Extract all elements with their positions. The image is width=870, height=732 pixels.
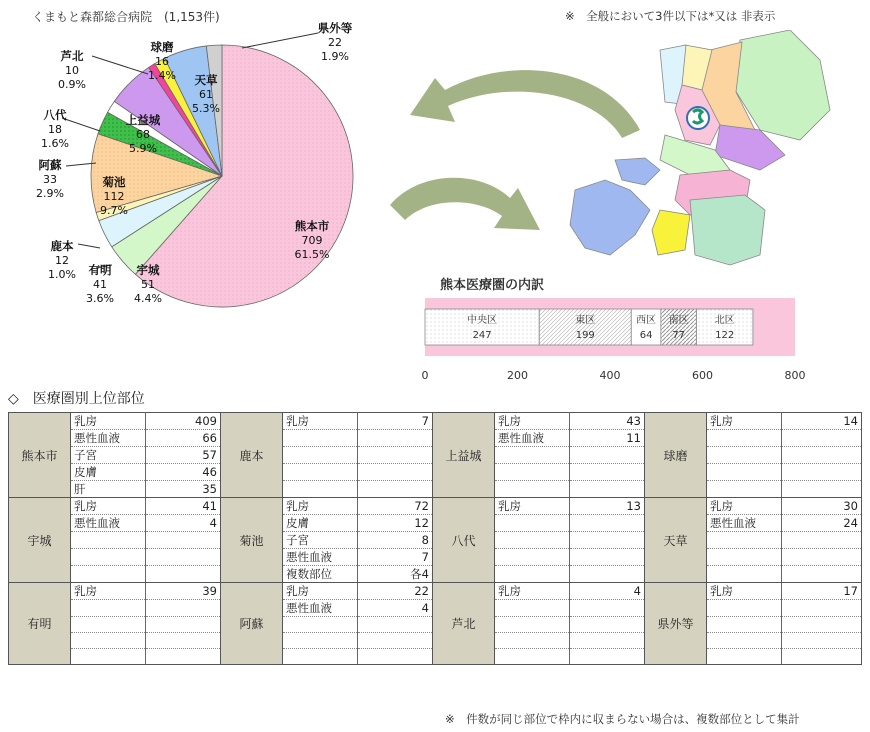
part-cell — [71, 566, 146, 583]
count-cell — [570, 600, 645, 617]
pie-label-value: 51 — [141, 278, 155, 291]
part-cell — [495, 600, 570, 617]
part-cell — [283, 481, 358, 498]
pie-leader-line — [62, 118, 100, 131]
part-cell: 悪性血液 — [283, 600, 358, 617]
pie-label-name: 八代 — [43, 108, 67, 122]
count-cell: 14 — [782, 413, 862, 430]
bar-segment-name: 中央区 — [467, 315, 498, 326]
count-cell — [570, 481, 645, 498]
count-cell — [570, 649, 645, 665]
count-cell: 7 — [358, 413, 433, 430]
region-name-cell: 宇城 — [9, 498, 71, 583]
part-cell — [707, 617, 782, 633]
part-cell — [283, 633, 358, 649]
count-cell: 12 — [358, 515, 433, 532]
pie-label-value: 33 — [43, 173, 57, 186]
part-cell — [283, 617, 358, 633]
count-cell: 各4 — [358, 566, 433, 583]
count-cell — [782, 447, 862, 464]
part-cell — [71, 549, 146, 566]
part-cell: 皮膚 — [283, 515, 358, 532]
bar-segment-value: 64 — [639, 330, 653, 341]
count-cell: 39 — [146, 583, 221, 600]
region-parts-table — [8, 412, 862, 665]
part-cell — [707, 464, 782, 481]
pie-chart-title: くまもと森都総合病院 (1,153件) — [32, 10, 220, 24]
pie-label-name: 菊池 — [102, 175, 126, 189]
pie-label-value: 41 — [93, 278, 107, 291]
bar-segment-name: 東区 — [575, 315, 596, 326]
pie-label-name: 上益城 — [125, 113, 161, 127]
count-cell: 24 — [782, 515, 862, 532]
part-cell — [283, 649, 358, 665]
count-cell: 30 — [782, 498, 862, 515]
count-cell — [782, 600, 862, 617]
part-cell: 乳房 — [283, 413, 358, 430]
count-cell — [146, 566, 221, 583]
part-cell — [283, 430, 358, 447]
curved-arrow-icon-2 — [390, 178, 540, 230]
part-cell: 乳房 — [707, 413, 782, 430]
count-cell: 4 — [570, 583, 645, 600]
count-cell — [570, 633, 645, 649]
pie-label-pct: 1.4% — [148, 69, 176, 82]
region-name-cell: 熊本市 — [9, 413, 71, 498]
count-cell — [146, 549, 221, 566]
part-cell: 乳房 — [495, 583, 570, 600]
part-cell: 乳房 — [707, 498, 782, 515]
count-cell — [358, 447, 433, 464]
bar-segment-value: 77 — [672, 330, 686, 341]
count-cell — [782, 549, 862, 566]
count-cell: 8 — [358, 532, 433, 549]
bar-segment-name: 北区 — [714, 315, 735, 326]
count-cell — [358, 617, 433, 633]
pie-label-value: 10 — [65, 64, 79, 77]
bar-x-tick: 800 — [784, 369, 806, 382]
count-cell: 72 — [358, 498, 433, 515]
count-cell — [146, 617, 221, 633]
bar-segment-value: 247 — [472, 330, 492, 341]
part-cell: 乳房 — [495, 413, 570, 430]
bar-x-tick: 400 — [599, 369, 621, 382]
part-cell — [495, 464, 570, 481]
part-cell — [495, 481, 570, 498]
part-cell: 悪性血液 — [707, 515, 782, 532]
part-cell — [707, 566, 782, 583]
count-cell — [570, 447, 645, 464]
pie-label-pct: 3.6% — [86, 292, 114, 305]
map-region-amakusa-north — [615, 158, 660, 185]
map-region-amakusa — [570, 180, 650, 255]
part-cell: 子宮 — [283, 532, 358, 549]
count-cell — [782, 464, 862, 481]
note-top: ※ 全般において3件以下は*又は 非表示 — [565, 9, 776, 23]
pie-label-value: 18 — [48, 123, 62, 136]
pie-label-value: 61 — [199, 88, 213, 101]
count-cell — [358, 649, 433, 665]
part-cell: 乳房 — [71, 413, 146, 430]
pie-label-value: 22 — [328, 36, 342, 49]
count-cell — [782, 633, 862, 649]
pie-label-pct: 9.7% — [100, 204, 128, 217]
part-cell — [707, 649, 782, 665]
pie-label-pct: 1.9% — [321, 50, 349, 63]
pie-label-value: 16 — [155, 55, 169, 68]
pie-label-value: 112 — [103, 190, 125, 203]
count-cell — [570, 532, 645, 549]
bar-x-tick: 0 — [421, 369, 429, 382]
bar-segment-value: 122 — [715, 330, 735, 341]
part-cell: 乳房 — [283, 583, 358, 600]
count-cell: 35 — [146, 481, 221, 498]
part-cell: 悪性血液 — [283, 549, 358, 566]
pie-label-pct: 1.6% — [41, 137, 69, 150]
pie-label-name: 阿蘇 — [38, 158, 62, 172]
part-cell: 乳房 — [283, 498, 358, 515]
count-cell: 11 — [570, 430, 645, 447]
part-cell — [707, 532, 782, 549]
part-cell — [495, 566, 570, 583]
region-name-cell: 県外等 — [645, 583, 707, 665]
map-region-ashikita — [652, 210, 690, 255]
part-cell — [283, 464, 358, 481]
count-cell: 66 — [146, 430, 221, 447]
part-cell — [495, 515, 570, 532]
pie-label-name: 天草 — [194, 73, 218, 87]
pie-label-pct: 1.0% — [48, 268, 76, 281]
note-bottom: ※ 件数が同じ部位で枠内に収まらない場合は、複数部位として集計 — [445, 712, 800, 726]
count-cell — [570, 617, 645, 633]
part-cell — [71, 617, 146, 633]
part-cell — [495, 633, 570, 649]
count-cell — [570, 464, 645, 481]
count-cell — [782, 649, 862, 665]
pie-label-pct: 61.5% — [294, 248, 330, 261]
bar-x-tick: 600 — [692, 369, 713, 382]
part-cell — [707, 549, 782, 566]
region-name-cell: 天草 — [645, 498, 707, 583]
count-cell — [146, 633, 221, 649]
bar-chart — [410, 293, 830, 383]
part-cell — [707, 633, 782, 649]
part-cell — [71, 600, 146, 617]
part-cell — [283, 447, 358, 464]
pie-label-name: 宇城 — [136, 263, 160, 277]
part-cell — [71, 649, 146, 665]
pie-label-pct: 5.3% — [192, 102, 220, 115]
region-name-cell: 芦北 — [433, 583, 495, 665]
count-cell — [782, 617, 862, 633]
pie-label-name: 有明 — [88, 263, 112, 277]
part-cell: 悪性血液 — [71, 515, 146, 532]
part-cell: 乳房 — [495, 498, 570, 515]
count-cell: 4 — [146, 515, 221, 532]
pie-leader-line — [242, 33, 318, 48]
count-cell — [358, 430, 433, 447]
count-cell — [570, 549, 645, 566]
part-cell: 肝 — [71, 481, 146, 498]
region-name-cell: 有明 — [9, 583, 71, 665]
pie-chart — [0, 18, 390, 368]
region-name-cell: 阿蘇 — [221, 583, 283, 665]
pie-label-name: 熊本市 — [294, 219, 330, 233]
part-cell: 乳房 — [71, 498, 146, 515]
pie-label-value: 68 — [136, 128, 150, 141]
count-cell — [570, 566, 645, 583]
count-cell — [782, 566, 862, 583]
pie-label-name: 鹿本 — [50, 239, 74, 253]
count-cell — [782, 481, 862, 498]
count-cell — [146, 600, 221, 617]
pie-leader-line — [92, 56, 148, 74]
region-name-cell: 八代 — [433, 498, 495, 583]
count-cell — [358, 481, 433, 498]
count-cell: 4 — [358, 600, 433, 617]
part-cell: 複数部位 — [283, 566, 358, 583]
region-name-cell: 菊池 — [221, 498, 283, 583]
count-cell: 7 — [358, 549, 433, 566]
part-cell — [71, 532, 146, 549]
pie-label-name: 県外等 — [317, 21, 353, 35]
table-row — [9, 583, 862, 600]
count-cell — [570, 515, 645, 532]
pie-label-pct: 0.9% — [58, 78, 86, 91]
count-cell: 17 — [782, 583, 862, 600]
part-cell — [495, 649, 570, 665]
part-cell: 皮膚 — [71, 464, 146, 481]
part-cell — [495, 549, 570, 566]
part-cell — [707, 447, 782, 464]
table-row — [9, 413, 862, 430]
region-name-cell: 球磨 — [645, 413, 707, 498]
part-cell — [495, 447, 570, 464]
bar-chart-title: 熊本医療圏の内訳 — [440, 278, 545, 293]
bar-segment-name: 西区 — [636, 315, 657, 326]
part-cell: 乳房 — [71, 583, 146, 600]
count-cell — [782, 532, 862, 549]
pie-leader-line — [78, 244, 100, 248]
kumamoto-map — [390, 30, 860, 275]
part-cell — [495, 617, 570, 633]
bar-segment-value: 199 — [575, 330, 595, 341]
part-cell: 子宮 — [71, 447, 146, 464]
count-cell: 409 — [146, 413, 221, 430]
count-cell: 43 — [570, 413, 645, 430]
count-cell: 13 — [570, 498, 645, 515]
pie-label-name: 球磨 — [150, 40, 174, 54]
part-cell — [71, 633, 146, 649]
pie-label-name: 芦北 — [60, 49, 84, 63]
count-cell — [782, 430, 862, 447]
count-cell — [146, 532, 221, 549]
part-cell: 悪性血液 — [71, 430, 146, 447]
table-row — [9, 498, 862, 515]
count-cell: 57 — [146, 447, 221, 464]
pie-label-pct: 5.9% — [129, 142, 157, 155]
map-region-kuma — [690, 195, 765, 265]
pie-label-value: 709 — [301, 234, 323, 247]
part-cell — [495, 532, 570, 549]
part-cell — [707, 600, 782, 617]
pie-label-value: 12 — [55, 254, 69, 267]
part-cell: 乳房 — [707, 583, 782, 600]
count-cell: 22 — [358, 583, 433, 600]
count-cell: 41 — [146, 498, 221, 515]
count-cell — [358, 633, 433, 649]
count-cell: 46 — [146, 464, 221, 481]
part-cell — [707, 430, 782, 447]
part-cell — [707, 481, 782, 498]
pie-label-pct: 2.9% — [36, 187, 64, 200]
count-cell — [146, 649, 221, 665]
bar-segment-name: 南区 — [668, 315, 689, 326]
pie-label-pct: 4.4% — [134, 292, 162, 305]
region-name-cell: 上益城 — [433, 413, 495, 498]
section-title: ◇ 医療圏別上位部位 — [8, 391, 145, 407]
part-cell: 悪性血液 — [495, 430, 570, 447]
count-cell — [358, 464, 433, 481]
curved-arrow-icon — [410, 70, 640, 138]
region-name-cell: 鹿本 — [221, 413, 283, 498]
bar-x-tick: 200 — [507, 369, 528, 382]
